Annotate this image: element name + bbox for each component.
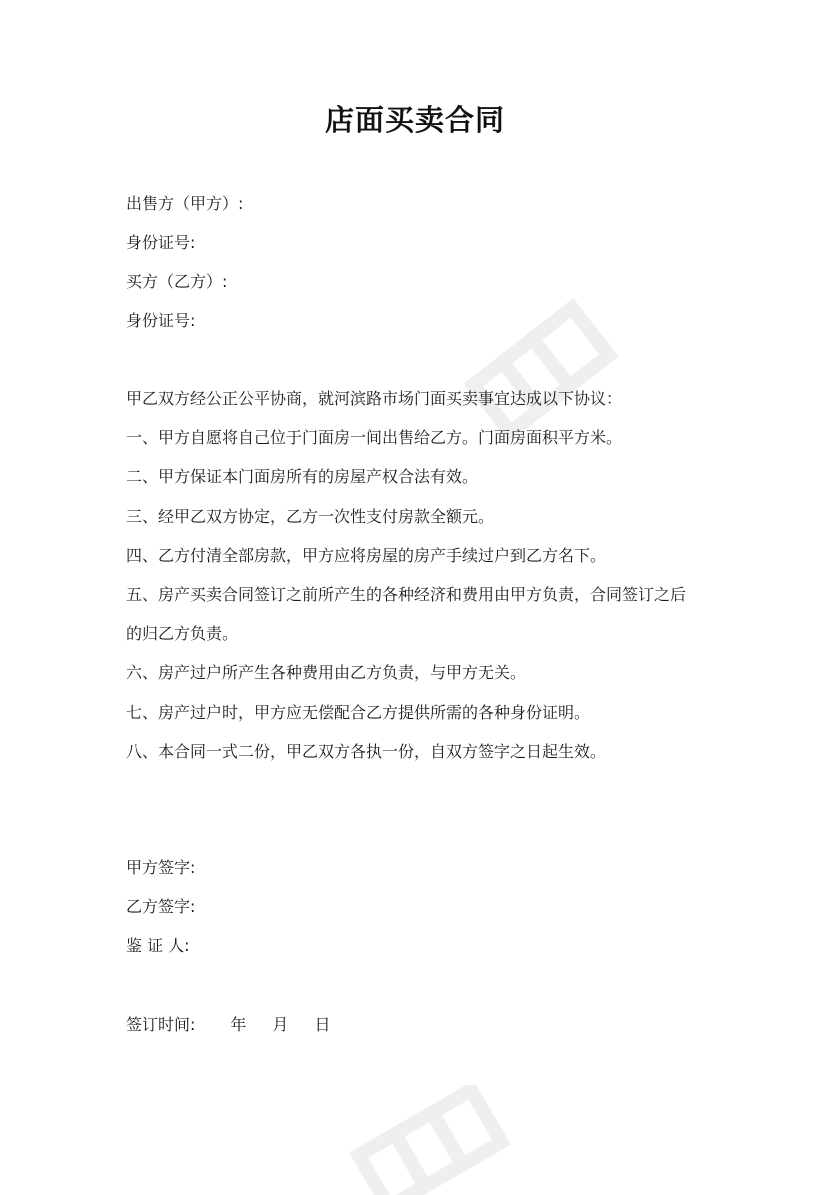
witness-label: 鉴 证 人: xyxy=(126,936,190,955)
clause-1: 一、甲方自愿将自己位于门面房一间出售给乙方。门面房面积平方米。 xyxy=(126,428,623,447)
signing-month-label: 月 xyxy=(272,1015,289,1034)
clause-6: 六、房产过户所产生各种费用由乙方负责，与甲方无关。 xyxy=(126,663,527,682)
agreement-intro: 甲乙双方经公正公平协商，就河滨路市场门面买卖事宜达成以下协议： xyxy=(126,389,623,408)
buyer-id-label: 身份证号: xyxy=(126,311,196,330)
contract-title: 店面买卖合同 xyxy=(324,103,505,137)
signing-day-label: 日 xyxy=(314,1015,331,1034)
seller-id-label: 身份证号: xyxy=(126,233,196,252)
clause-7: 七、房产过户时，甲方应无偿配合乙方提供所需的各种身份证明。 xyxy=(126,703,591,722)
buyer-label: 买方（乙方）: xyxy=(126,272,228,291)
signing-date-row xyxy=(126,1014,330,1036)
clause-3: 三、经甲乙双方协定，乙方一次性支付房款全额元。 xyxy=(126,507,495,526)
seller-label: 出售方（甲方）: xyxy=(126,194,244,213)
signing-date-label: 签订时间: xyxy=(126,1015,196,1034)
clause-5: 五、房产买卖合同签订之前所产生的各种经济和费用由甲方负责，合同签订之后 xyxy=(126,585,687,604)
clause-2: 二、甲方保证本门面房所有的房屋产权合法有效。 xyxy=(126,467,479,486)
watermark-stamp-lower xyxy=(330,1085,520,1195)
signing-year-label: 年 xyxy=(230,1015,247,1034)
party-a-signature-label: 甲方签字: xyxy=(126,858,196,877)
party-b-signature-label: 乙方签字: xyxy=(126,897,196,916)
clause-5-continued: 的归乙方负责。 xyxy=(126,624,239,643)
clause-4: 四、乙方付清全部房款，甲方应将房屋的房产手续过户到乙方名下。 xyxy=(126,546,607,565)
clause-8: 八、本合同一式二份，甲乙双方各执一份，自双方签字之日起生效。 xyxy=(126,742,607,761)
